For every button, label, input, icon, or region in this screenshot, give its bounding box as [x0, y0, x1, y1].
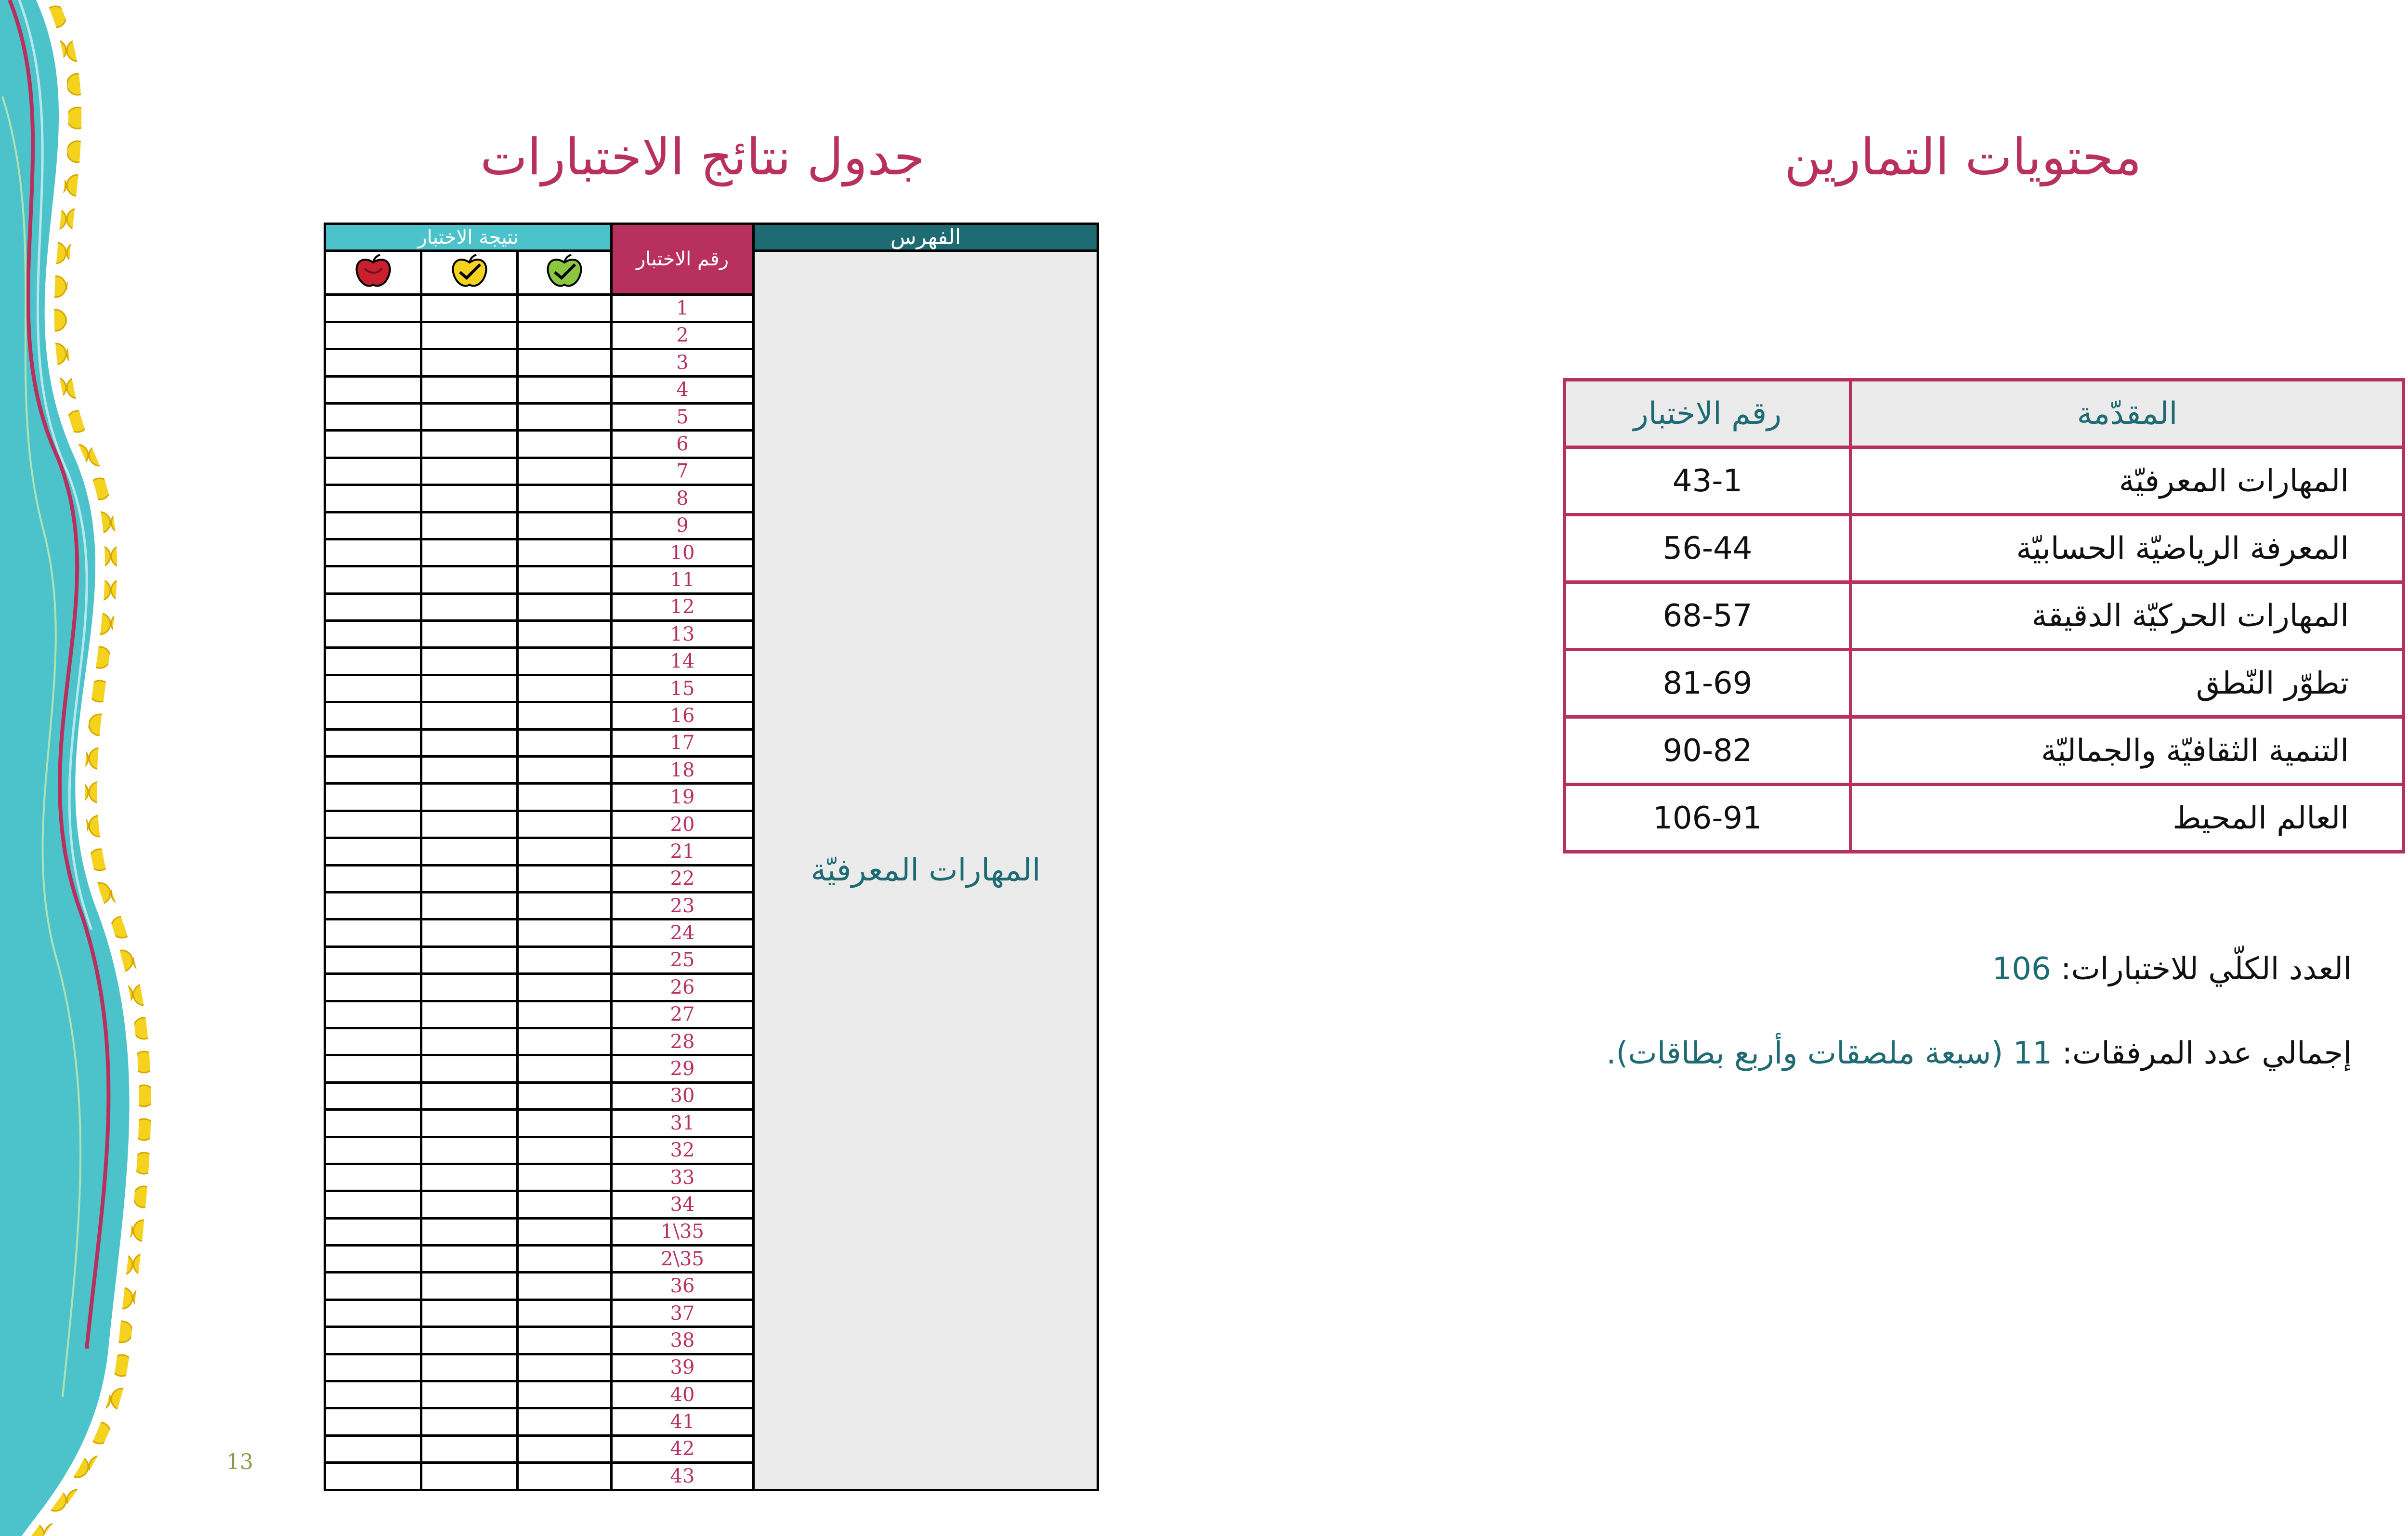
section-name-cell: المهارات المعرفيّة — [1851, 447, 2404, 515]
test-number-cell: 34 — [612, 1191, 754, 1218]
result-checkbox-cell[interactable] — [421, 566, 518, 593]
test-number-cell: 4 — [612, 376, 754, 403]
result-checkbox-cell[interactable] — [421, 1028, 518, 1055]
result-checkbox-cell[interactable] — [518, 1191, 612, 1218]
result-checkbox-cell[interactable] — [518, 566, 612, 593]
test-number-cell: 25 — [612, 946, 754, 973]
result-checkbox-cell[interactable] — [325, 593, 421, 620]
result-checkbox-cell[interactable] — [518, 1001, 612, 1028]
result-checkbox-cell[interactable] — [325, 349, 421, 376]
test-number-cell: 1 — [612, 295, 754, 322]
result-checkbox-cell[interactable] — [325, 1327, 421, 1354]
result-checkbox-cell[interactable] — [421, 1327, 518, 1354]
table-row — [1565, 447, 2404, 515]
table-row — [1565, 515, 2404, 582]
result-checkbox-cell[interactable] — [325, 1300, 421, 1326]
result-checkbox-cell[interactable] — [421, 784, 518, 811]
result-checkbox-cell[interactable] — [325, 403, 421, 430]
result-checkbox-cell[interactable] — [421, 322, 518, 349]
test-number-cell: 23 — [612, 892, 754, 919]
test-number-cell: 21 — [612, 838, 754, 865]
result-checkbox-cell[interactable] — [325, 512, 421, 539]
test-number-cell: 24 — [612, 919, 754, 946]
result-checkbox-cell[interactable] — [325, 1164, 421, 1191]
table-row — [1565, 785, 2404, 852]
test-number-cell: 6 — [612, 431, 754, 458]
result-checkbox-cell[interactable] — [421, 1463, 518, 1490]
result-checkbox-cell[interactable] — [518, 757, 612, 784]
result-checkbox-cell[interactable] — [518, 485, 612, 512]
result-checkbox-cell[interactable] — [421, 295, 518, 322]
result-checkbox-cell[interactable] — [421, 1137, 518, 1164]
result-checkbox-cell[interactable] — [421, 838, 518, 865]
result-checkbox-cell[interactable] — [518, 1164, 612, 1191]
result-checkbox-cell[interactable] — [325, 539, 421, 566]
result-checkbox-cell[interactable] — [421, 431, 518, 458]
result-checkbox-cell[interactable] — [518, 1327, 612, 1354]
attachments-label: إجمالي عدد المرفقات: — [2062, 1036, 2352, 1071]
result-checkbox-cell[interactable] — [421, 675, 518, 702]
test-number-cell: 2 — [612, 322, 754, 349]
result-checkbox-cell[interactable] — [325, 322, 421, 349]
result-checkbox-cell[interactable] — [518, 1246, 612, 1273]
result-checkbox-cell[interactable] — [421, 1354, 518, 1381]
header-test-number: رقم الاختبار — [612, 224, 754, 295]
test-number-cell: 33 — [612, 1164, 754, 1191]
result-checkbox-cell[interactable] — [518, 648, 612, 675]
header-intro: المقدّمة — [1851, 380, 2404, 447]
result-checkbox-cell[interactable] — [518, 784, 612, 811]
test-number-cell: 36 — [612, 1273, 754, 1300]
result-checkbox-cell[interactable] — [421, 1381, 518, 1408]
result-checkbox-cell[interactable] — [325, 702, 421, 729]
right-page — [1337, 0, 2408, 1536]
result-checkbox-cell[interactable] — [421, 757, 518, 784]
test-number-cell: 12 — [612, 593, 754, 620]
green-apple-check-icon — [518, 251, 612, 295]
result-checkbox-cell[interactable] — [325, 838, 421, 865]
result-checkbox-cell[interactable] — [325, 1191, 421, 1218]
test-range-cell: 56-44 — [1565, 515, 1851, 582]
test-number-cell: 28 — [612, 1028, 754, 1055]
result-checkbox-cell[interactable] — [325, 458, 421, 485]
result-checkbox-cell[interactable] — [325, 1218, 421, 1245]
result-checkbox-cell[interactable] — [421, 512, 518, 539]
result-checkbox-cell[interactable] — [325, 675, 421, 702]
test-number-cell: 1\35 — [612, 1218, 754, 1245]
test-number-cell: 29 — [612, 1055, 754, 1082]
result-checkbox-cell[interactable] — [325, 1273, 421, 1300]
result-checkbox-cell[interactable] — [325, 757, 421, 784]
test-number-cell: 30 — [612, 1082, 754, 1109]
result-checkbox-cell[interactable] — [421, 1164, 518, 1191]
result-checkbox-cell[interactable] — [518, 1110, 612, 1137]
result-checkbox-cell[interactable] — [421, 1246, 518, 1273]
test-number-cell: 10 — [612, 539, 754, 566]
result-checkbox-cell[interactable] — [518, 811, 612, 838]
test-number-cell: 16 — [612, 702, 754, 729]
result-checkbox-cell[interactable] — [325, 865, 421, 892]
result-checkbox-cell[interactable] — [518, 1055, 612, 1082]
result-checkbox-cell[interactable] — [518, 593, 612, 620]
table-row — [1565, 650, 2404, 717]
test-number-cell: 22 — [612, 865, 754, 892]
section-name-cell: التنمية الثقافيّة والجماليّة — [1851, 717, 2404, 785]
result-checkbox-cell[interactable] — [325, 566, 421, 593]
result-checkbox-cell[interactable] — [518, 838, 612, 865]
result-checkbox-cell[interactable] — [518, 295, 612, 322]
total-tests-summary — [1992, 951, 2352, 987]
header-index: الفهرس — [754, 224, 1098, 251]
test-number-cell: 13 — [612, 621, 754, 648]
total-tests-value: 106 — [1992, 951, 2051, 987]
result-checkbox-cell[interactable] — [421, 1273, 518, 1300]
test-range-cell: 81-69 — [1565, 650, 1851, 717]
test-number-cell: 41 — [612, 1408, 754, 1435]
header-test-result: نتيجة الاختبار — [325, 224, 612, 251]
test-number-cell: 38 — [612, 1327, 754, 1354]
result-checkbox-cell[interactable] — [421, 1082, 518, 1109]
result-checkbox-cell[interactable] — [518, 1463, 612, 1490]
attachments-value: 11 (سبعة ملصقات وأربع بطاقات). — [1606, 1036, 2053, 1071]
result-checkbox-cell[interactable] — [421, 702, 518, 729]
result-checkbox-cell[interactable] — [325, 485, 421, 512]
result-checkbox-cell[interactable] — [518, 946, 612, 973]
result-checkbox-cell[interactable] — [518, 729, 612, 756]
result-checkbox-cell[interactable] — [325, 431, 421, 458]
test-number-cell: 32 — [612, 1137, 754, 1164]
result-checkbox-cell[interactable] — [325, 784, 421, 811]
result-checkbox-cell[interactable] — [325, 729, 421, 756]
result-checkbox-cell[interactable] — [518, 919, 612, 946]
result-checkbox-cell[interactable] — [518, 349, 612, 376]
test-results-table — [324, 223, 1099, 1491]
header-test-number-range: رقم الاختبار — [1565, 380, 1851, 447]
result-checkbox-cell[interactable] — [518, 458, 612, 485]
section-name-cell: تطوّر النّطق — [1851, 650, 2404, 717]
result-checkbox-cell[interactable] — [518, 512, 612, 539]
test-number-cell: 40 — [612, 1381, 754, 1408]
test-number-cell: 14 — [612, 648, 754, 675]
test-number-cell: 9 — [612, 512, 754, 539]
result-checkbox-cell[interactable] — [325, 376, 421, 403]
result-checkbox-cell[interactable] — [325, 1001, 421, 1028]
result-checkbox-cell[interactable] — [518, 1082, 612, 1109]
index-category-label: المهارات المعرفيّة — [754, 251, 1098, 1490]
result-checkbox-cell[interactable] — [325, 648, 421, 675]
result-checkbox-cell[interactable] — [421, 349, 518, 376]
test-number-cell: 37 — [612, 1300, 754, 1326]
result-checkbox-cell[interactable] — [421, 485, 518, 512]
result-checkbox-cell[interactable] — [421, 593, 518, 620]
result-checkbox-cell[interactable] — [325, 1381, 421, 1408]
result-checkbox-cell[interactable] — [325, 974, 421, 1001]
test-number-cell: 43 — [612, 1463, 754, 1490]
result-checkbox-cell[interactable] — [325, 295, 421, 322]
result-checkbox-cell[interactable] — [518, 702, 612, 729]
table-row — [1565, 582, 2404, 650]
result-checkbox-cell[interactable] — [421, 974, 518, 1001]
result-checkbox-cell[interactable] — [421, 1300, 518, 1326]
result-checkbox-cell[interactable] — [421, 648, 518, 675]
result-checkbox-cell[interactable] — [421, 458, 518, 485]
test-number-cell: 11 — [612, 566, 754, 593]
test-number-cell: 7 — [612, 458, 754, 485]
result-checkbox-cell[interactable] — [325, 1082, 421, 1109]
test-number-cell: 42 — [612, 1435, 754, 1462]
result-checkbox-cell[interactable] — [518, 865, 612, 892]
result-checkbox-cell[interactable] — [421, 1110, 518, 1137]
red-apple-icon — [325, 251, 421, 295]
result-checkbox-cell[interactable] — [518, 675, 612, 702]
left-wave-border-decoration — [0, 0, 202, 1536]
test-number-cell: 18 — [612, 757, 754, 784]
result-checkbox-cell[interactable] — [325, 1354, 421, 1381]
result-checkbox-cell[interactable] — [421, 865, 518, 892]
yellow-apple-check-icon — [421, 251, 518, 295]
results-table-title: جدول نتائج الاختبارات — [480, 128, 925, 186]
result-checkbox-cell[interactable] — [421, 1055, 518, 1082]
test-number-cell: 3 — [612, 349, 754, 376]
result-checkbox-cell[interactable] — [518, 539, 612, 566]
result-checkbox-cell[interactable] — [325, 1028, 421, 1055]
table-row — [1565, 717, 2404, 785]
attachments-summary — [1606, 1036, 2352, 1071]
result-checkbox-cell[interactable] — [421, 946, 518, 973]
result-checkbox-cell[interactable] — [421, 1408, 518, 1435]
result-checkbox-cell[interactable] — [421, 1001, 518, 1028]
test-number-cell: 15 — [612, 675, 754, 702]
result-checkbox-cell[interactable] — [325, 1137, 421, 1164]
result-checkbox-cell[interactable] — [518, 892, 612, 919]
result-checkbox-cell[interactable] — [325, 811, 421, 838]
exercise-contents-title: محتويات التمارين — [1784, 128, 2142, 186]
test-range-cell: 43-1 — [1565, 447, 1851, 515]
result-checkbox-cell[interactable] — [421, 919, 518, 946]
result-checkbox-cell[interactable] — [325, 621, 421, 648]
result-checkbox-cell[interactable] — [518, 1028, 612, 1055]
result-checkbox-cell[interactable] — [421, 1435, 518, 1462]
result-checkbox-cell[interactable] — [421, 1218, 518, 1245]
result-checkbox-cell[interactable] — [518, 1300, 612, 1326]
section-name-cell: العالم المحيط — [1851, 785, 2404, 852]
result-checkbox-cell[interactable] — [325, 946, 421, 973]
result-checkbox-cell[interactable] — [325, 1463, 421, 1490]
result-checkbox-cell[interactable] — [518, 974, 612, 1001]
result-checkbox-cell[interactable] — [421, 729, 518, 756]
result-checkbox-cell[interactable] — [421, 621, 518, 648]
result-checkbox-cell[interactable] — [325, 1055, 421, 1082]
total-tests-label: العدد الكلّي للاختبارات: — [2061, 951, 2352, 987]
result-checkbox-cell[interactable] — [421, 1191, 518, 1218]
result-checkbox-cell[interactable] — [421, 539, 518, 566]
result-checkbox-cell[interactable] — [325, 892, 421, 919]
result-checkbox-cell[interactable] — [518, 1218, 612, 1245]
test-number-cell: 8 — [612, 485, 754, 512]
result-checkbox-cell[interactable] — [518, 1137, 612, 1164]
test-number-cell: 31 — [612, 1110, 754, 1137]
result-checkbox-cell[interactable] — [518, 376, 612, 403]
result-checkbox-cell[interactable] — [518, 431, 612, 458]
test-range-cell: 68-57 — [1565, 582, 1851, 650]
test-number-cell: 2\35 — [612, 1246, 754, 1273]
section-name-cell: المعرفة الرياضيّة الحسابيّة — [1851, 515, 2404, 582]
result-checkbox-cell[interactable] — [518, 403, 612, 430]
result-checkbox-cell[interactable] — [325, 1110, 421, 1137]
result-checkbox-cell[interactable] — [421, 892, 518, 919]
test-number-cell: 20 — [612, 811, 754, 838]
result-checkbox-cell[interactable] — [421, 376, 518, 403]
test-number-cell: 17 — [612, 729, 754, 756]
result-checkbox-cell[interactable] — [518, 1354, 612, 1381]
result-checkbox-cell[interactable] — [518, 1408, 612, 1435]
exercise-contents-table — [1563, 378, 2405, 853]
result-checkbox-cell[interactable] — [518, 1435, 612, 1462]
test-number-cell: 5 — [612, 403, 754, 430]
result-checkbox-cell[interactable] — [518, 1273, 612, 1300]
result-checkbox-cell[interactable] — [421, 811, 518, 838]
test-number-cell: 19 — [612, 784, 754, 811]
result-checkbox-cell[interactable] — [518, 621, 612, 648]
result-checkbox-cell[interactable] — [518, 1381, 612, 1408]
result-checkbox-cell[interactable] — [518, 322, 612, 349]
result-checkbox-cell[interactable] — [421, 403, 518, 430]
test-number-cell: 26 — [612, 974, 754, 1001]
test-range-cell: 90-82 — [1565, 717, 1851, 785]
result-checkbox-cell[interactable] — [325, 1246, 421, 1273]
test-number-cell: 39 — [612, 1354, 754, 1381]
result-checkbox-cell[interactable] — [325, 1435, 421, 1462]
result-checkbox-cell[interactable] — [325, 919, 421, 946]
test-range-cell: 106-91 — [1565, 785, 1851, 852]
page-number-left: 13 — [226, 1450, 253, 1474]
result-checkbox-cell[interactable] — [325, 1408, 421, 1435]
section-name-cell: المهارات الحركيّة الدقيقة — [1851, 582, 2404, 650]
test-number-cell: 27 — [612, 1001, 754, 1028]
